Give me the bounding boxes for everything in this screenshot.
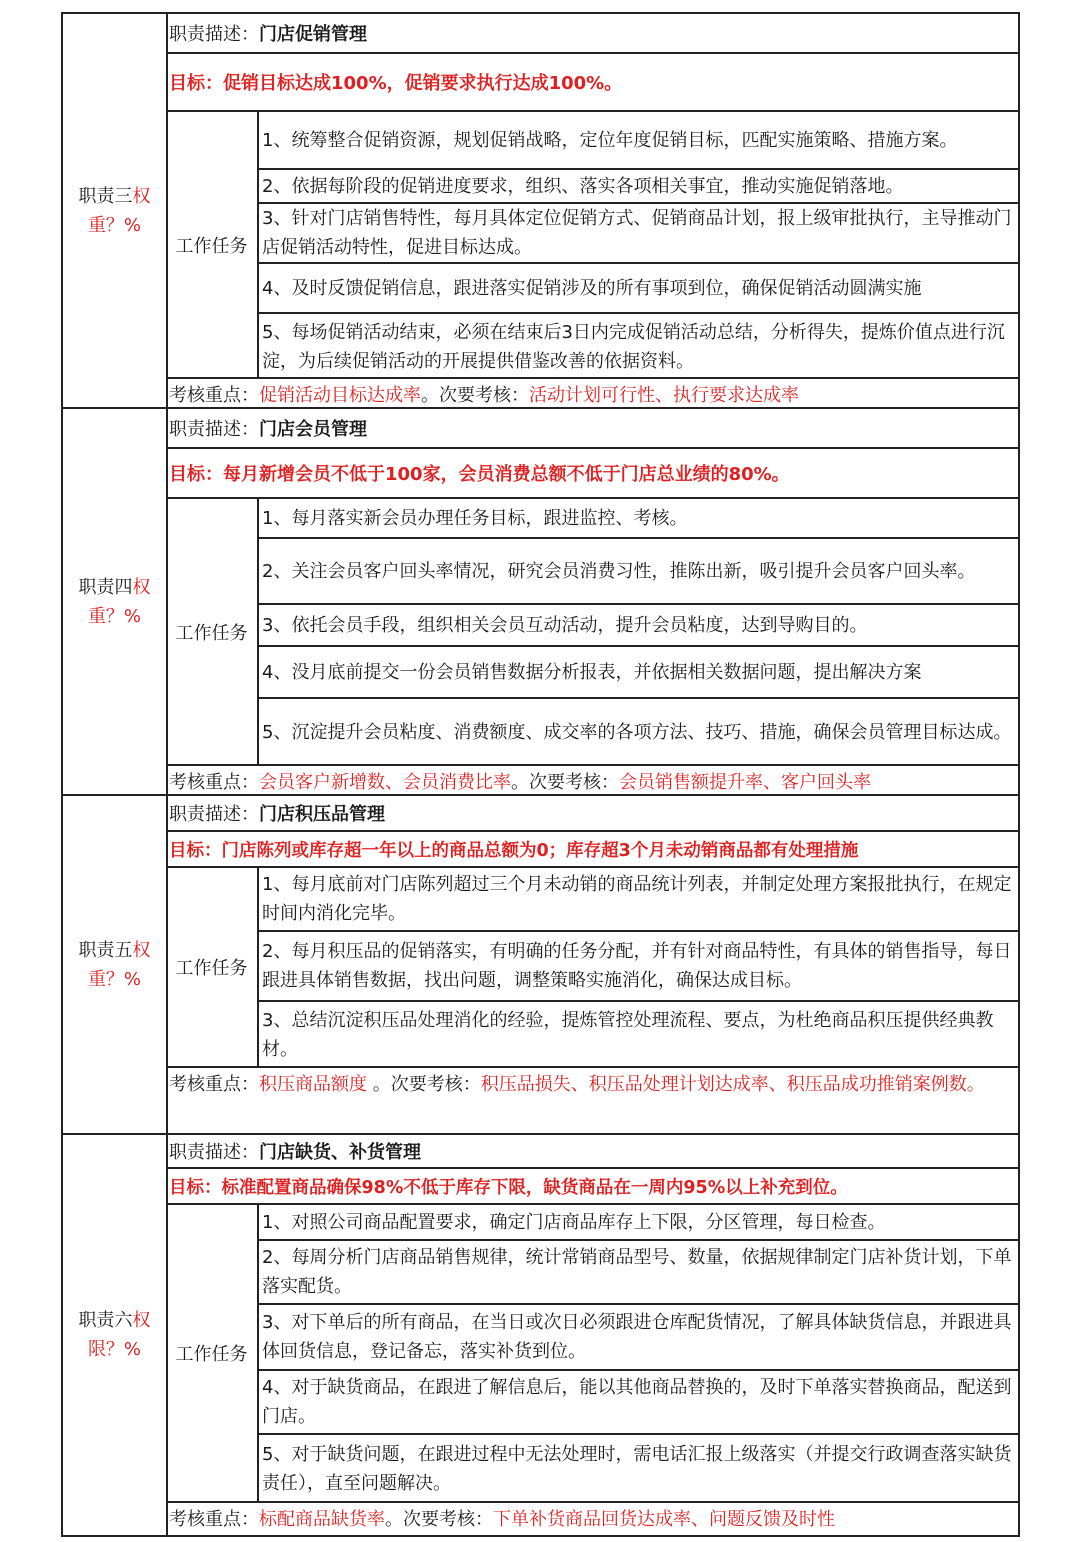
task-block bbox=[166, 112, 1018, 379]
assessment-row bbox=[166, 1068, 1018, 1135]
task-item: 3、针对门店销售特性，每月具体定位促销方式、促销商品计划，报上级审批执行，主导推动门店促销活动特性，促进目标达成。 bbox=[259, 204, 1018, 264]
duty-section-3 bbox=[61, 12, 1020, 407]
goal-row: 目标：标准配置商品确保98%不低于库存下限，缺货商品在一周内95%以上补充到位。 bbox=[166, 1169, 1018, 1205]
assess-label: 考核重点： bbox=[169, 1074, 259, 1095]
goal-row: 目标：促销目标达成100%，促销要求执行达成100%。 bbox=[166, 54, 1018, 112]
desc-value: 门店积压品管理 bbox=[259, 804, 385, 825]
duty-title: 职责五 bbox=[78, 939, 133, 961]
desc-label: 职责描述： bbox=[169, 1142, 259, 1163]
task-item: 3、依托会员手段，组织相关会员互动活动，提升会员粘度，达到导购目的。 bbox=[259, 605, 1018, 647]
tasks-label: 工作任务 bbox=[166, 868, 259, 1066]
assess-secondary-label: 。次要考核： bbox=[511, 772, 619, 793]
tasks-label: 工作任务 bbox=[166, 112, 259, 377]
assess-secondary: 活动计划可行性、执行要求达成率 bbox=[529, 385, 799, 406]
duty-weight-cell bbox=[63, 409, 168, 794]
weight-value: 重？% bbox=[87, 968, 142, 990]
assess-secondary: 下单补货商品回货达成率、问题反馈及时性 bbox=[493, 1509, 835, 1530]
duty-weight-cell bbox=[63, 14, 168, 407]
desc-label: 职责描述： bbox=[169, 804, 259, 825]
assess-main: 积压商品额度 bbox=[259, 1074, 367, 1095]
weight-label: 权 bbox=[132, 576, 151, 598]
task-item: 4、对于缺货商品，在跟进了解信息后，能以其他商品替换的，及时下单落实替换商品，配送到门店。 bbox=[259, 1371, 1018, 1435]
desc-label: 职责描述： bbox=[169, 24, 259, 45]
task-item: 2、每月积压品的促销落实，有明确的任务分配，并有针对商品特性，有具体的销售指导，每日跟进具体销售数据，找出问题，调整策略实施消化，确保达成目标。 bbox=[259, 932, 1018, 1002]
task-item: 4、没月底前提交一份会员销售数据分析报表，并依据相关数据问题，提出解决方案 bbox=[259, 647, 1018, 699]
task-item: 5、沉淀提升会员粘度、消费额度、成交率的各项方法、技巧、措施，确保会员管理目标达成。 bbox=[262, 722, 1012, 743]
task-item: 5、对于缺货问题，在跟进过程中无法处理时，需电话汇报上级落实（并提交行政调查落实缺货责任），直至问题解决。 bbox=[262, 1444, 1012, 1494]
duty-section-5 bbox=[61, 794, 1020, 1133]
task-item: 2、每周分析门店商品销售规律，统计常销商品型号、数量，依据规律制定门店补货计划，下单落实配货。 bbox=[259, 1241, 1018, 1305]
weight-value: 限？% bbox=[87, 1339, 142, 1360]
assessment-row bbox=[166, 766, 1018, 796]
task-item: 1、每月落实新会员办理任务目标，跟进监控、考核。 bbox=[259, 499, 1018, 539]
task-item: 2、关注会员客户回头率情况，研究会员消费习性，推陈出新，吸引提升会员客户回头率。 bbox=[259, 539, 1018, 605]
duty-description-row bbox=[166, 409, 1018, 449]
duty-section-4 bbox=[61, 407, 1020, 794]
assess-label: 考核重点： bbox=[169, 1509, 259, 1530]
task-item: 1、每月底前对门店陈列超过三个月未动销的商品统计列表，并制定处理方案报批执行，在规定时间内消化完毕。 bbox=[259, 868, 1018, 932]
assess-secondary-label: 。次要考核： bbox=[421, 385, 529, 406]
task-item: 5、每场促销活动结束，必须在结束后3日内完成促销活动总结，分析得失，提炼价值点进行沉淀，为后续促销活动的开展提供借鉴改善的依据资料。 bbox=[262, 321, 1005, 372]
task-item: 1、对照公司商品配置要求，确定门店商品库存上下限，分区管理，每日检查。 bbox=[259, 1205, 1018, 1241]
duty-weight-cell bbox=[63, 1135, 168, 1535]
duty-title: 职责三 bbox=[78, 185, 133, 207]
goal-row: 目标：每月新增会员不低于100家，会员消费总额不低于门店总业绩的80%。 bbox=[166, 449, 1018, 499]
weight-value: 重？% bbox=[87, 214, 142, 236]
assess-main: 标配商品缺货率 bbox=[259, 1509, 385, 1530]
weight-label: 权 bbox=[132, 1310, 151, 1331]
duty-section-6 bbox=[61, 1133, 1020, 1537]
assess-main: 促销活动目标达成率 bbox=[259, 385, 421, 406]
assess-secondary: 积压品损失、积压品处理计划达成率、积压品成功推销案例数。 bbox=[480, 1074, 985, 1095]
task-item: 3、总结沉淀积压品处理消化的经验，提炼管控处理流程、要点，为杜绝商品积压提供经典教材。 bbox=[262, 1010, 994, 1060]
task-block bbox=[166, 868, 1018, 1068]
duty-weight-cell bbox=[63, 796, 168, 1133]
duty-description-row bbox=[166, 796, 1018, 832]
assess-main: 会员客户新增数、会员消费比率 bbox=[259, 772, 511, 793]
weight-label: 权 bbox=[132, 939, 151, 961]
desc-value: 门店缺货、补货管理 bbox=[259, 1142, 421, 1163]
tasks-label: 工作任务 bbox=[166, 499, 259, 764]
task-block bbox=[166, 1205, 1018, 1503]
weight-label: 权 bbox=[132, 185, 151, 207]
assess-secondary: 会员销售额提升率、客户回头率 bbox=[619, 772, 871, 793]
duty-description-row bbox=[166, 1135, 1018, 1169]
task-item: 2、依据每阶段的促销进度要求，组织、落实各项相关事宜，推动实施促销落地。 bbox=[259, 170, 1018, 204]
assess-secondary-label: 。次要考核： bbox=[367, 1074, 481, 1095]
assess-label: 考核重点： bbox=[169, 385, 259, 406]
duty-description-row bbox=[166, 14, 1018, 54]
duty-title: 职责四 bbox=[78, 576, 133, 598]
tasks-label: 工作任务 bbox=[166, 1205, 259, 1501]
task-block bbox=[166, 499, 1018, 766]
task-item: 3、对下单后的所有商品，在当日或次日必须跟进仓库配货情况，了解具体缺货信息，并跟进具体回货信息，登记备忘，落实补货到位。 bbox=[259, 1305, 1018, 1371]
desc-label: 职责描述： bbox=[169, 419, 259, 440]
assess-secondary-label: 。次要考核： bbox=[385, 1509, 493, 1530]
desc-value: 门店促销管理 bbox=[259, 24, 367, 45]
duty-title: 职责六 bbox=[78, 1310, 133, 1331]
weight-value: 重？% bbox=[87, 605, 142, 627]
assessment-row bbox=[166, 1503, 1018, 1537]
goal-row: 目标：门店陈列或库存超一年以上的商品总额为0；库存超3个月未动销商品都有处理措施 bbox=[166, 832, 1018, 868]
desc-value: 门店会员管理 bbox=[259, 419, 367, 440]
task-item: 4、及时反馈促销信息，跟进落实促销涉及的所有事项到位，确保促销活动圆满实施 bbox=[259, 264, 1018, 314]
task-item: 1、统筹整合促销资源，规划促销战略，定位年度促销目标，匹配实施策略、措施方案。 bbox=[259, 112, 1018, 170]
assess-label: 考核重点： bbox=[169, 772, 259, 793]
assessment-row bbox=[166, 379, 1018, 409]
